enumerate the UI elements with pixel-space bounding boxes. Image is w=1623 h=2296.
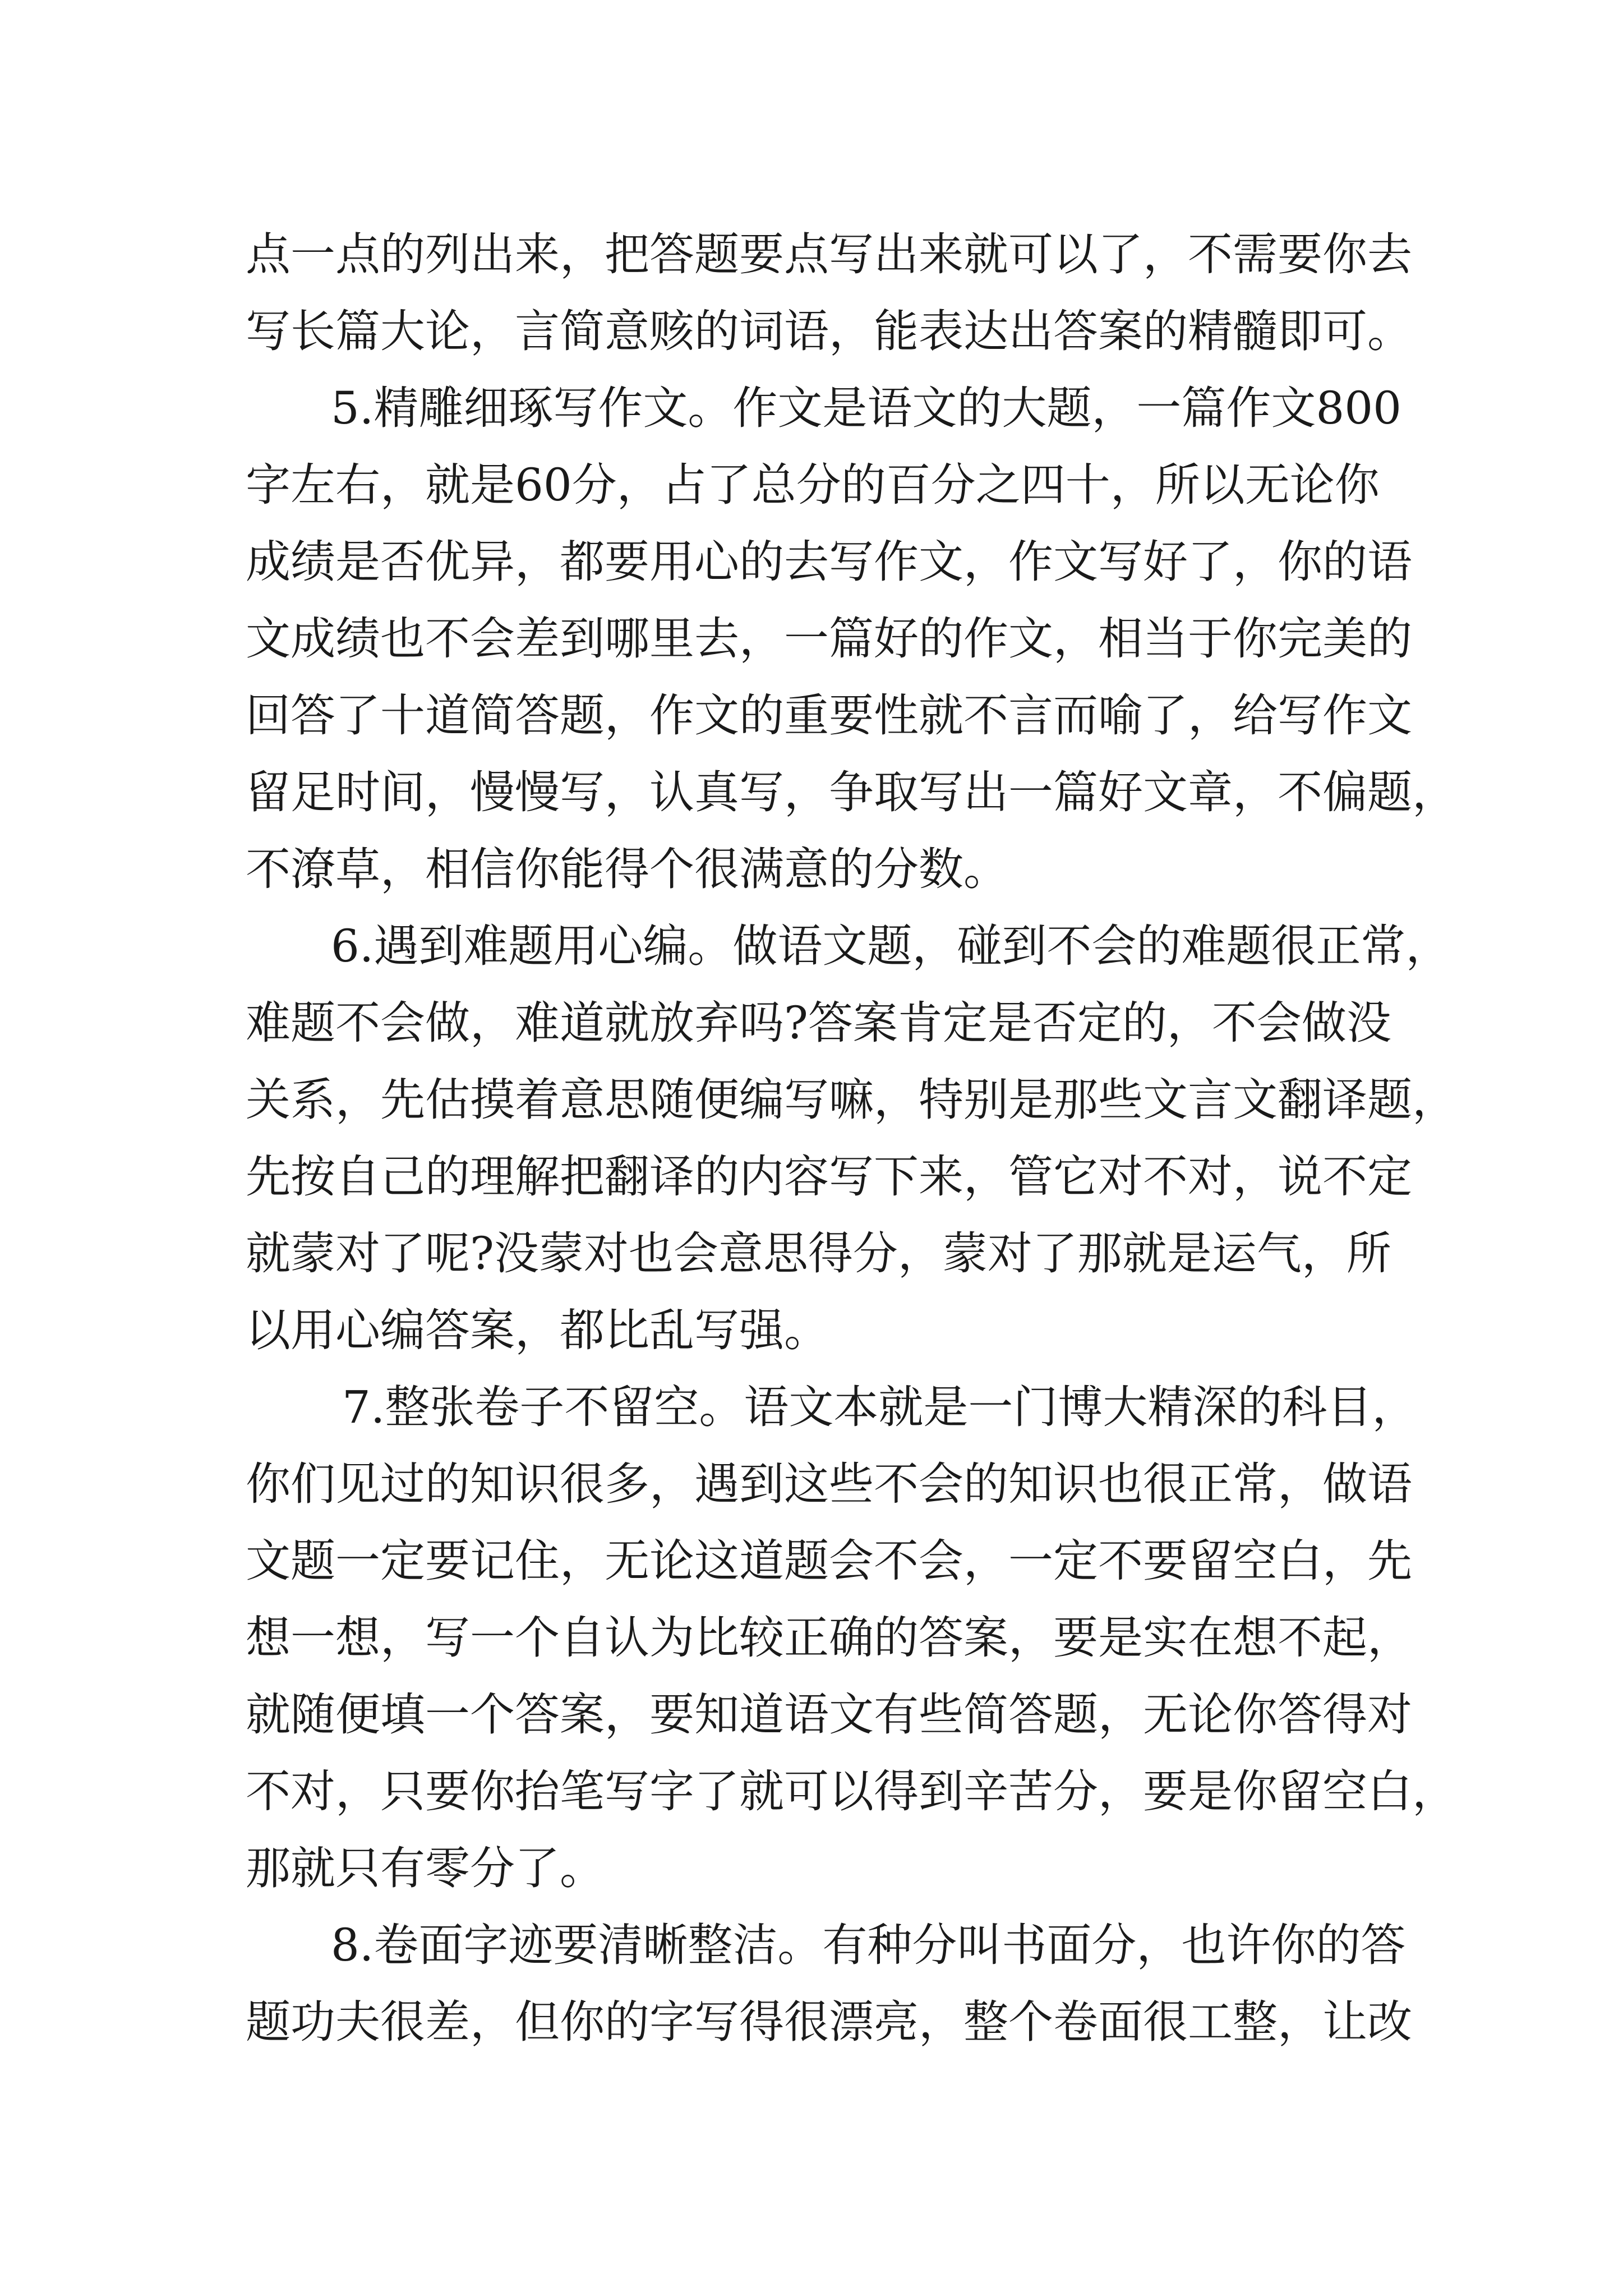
text-line: 文成绩也不会差到哪里去，一篇好的作文，相当于你完美的: [246, 613, 1412, 665]
text-line: 你们见过的知识很多，遇到这些不会的知识也很正常，做语: [246, 1458, 1412, 1510]
text-line: 先按自己的理解把翻译的内容写下来，管它对不对，说不定: [246, 1151, 1412, 1203]
text-line: 难题不会做，难道就放弃吗?答案肯定是否定的，不会做没: [246, 997, 1391, 1049]
body-text: [246, 216, 1457, 2060]
text-line: 关系，先估摸着意思随便编写嘛，特别是那些文言文翻译题，: [246, 1074, 1457, 1126]
text-line: 想一想，写一个自认为比较正确的答案，要是实在想不起，: [246, 1612, 1412, 1664]
text-line: 以用心编答案，都比乱写强。: [246, 1304, 829, 1356]
text-line: 写长篇大论，言简意赅的词语，能表达出答案的精髓即可。: [246, 305, 1412, 357]
text-line: 文题一定要记住，无论这道题会不会，一定不要留空白，先: [246, 1535, 1412, 1587]
text-line: 留足时间，慢慢写，认真写，争取写出一篇好文章，不偏题，: [246, 766, 1457, 818]
paragraph-8-heading-line: 8.卷面字迹要清晰整洁。有种分叫书面分，也许你的答: [331, 1919, 1406, 1971]
text-line: 不对，只要你抬笔写字了就可以得到辛苦分，要是你留空白，: [246, 1765, 1457, 1818]
text-line: 字左右，就是60分，占了总分的百分之四十，所以无论你: [246, 459, 1380, 511]
text-line: 不潦草，相信你能得个很满意的分数。: [246, 843, 1008, 895]
paragraph-6-heading-line: 6.遇到难题用心编。做语文题，碰到不会的难题很正常，: [331, 920, 1451, 972]
text-line: 回答了十道简答题，作文的重要性就不言而喻了，给写作文: [246, 689, 1412, 742]
paragraph-5-heading-line: 5.精雕细琢写作文。作文是语文的大题，一篇作文800: [331, 382, 1402, 434]
text-line: 题功夫很差，但你的字写得很漂亮，整个卷面很工整，让改: [246, 1996, 1412, 2048]
text-line: 成绩是否优异，都要用心的去写作文，作文写好了，你的语: [246, 536, 1412, 588]
text-line: 就随便填一个答案，要知道语文有些简答题，无论你答得对: [246, 1688, 1412, 1741]
text-line: 就蒙对了呢?没蒙对也会意思得分，蒙对了那就是运气，所: [246, 1227, 1391, 1280]
paragraph-7-heading-line: 7.整张卷子不留空。语文本就是一门博大精深的科目，: [342, 1381, 1417, 1433]
text-line: 点一点的列出来，把答题要点写出来就可以了，不需要你去: [246, 228, 1412, 280]
text-line: 那就只有零分了。: [246, 1842, 605, 1894]
